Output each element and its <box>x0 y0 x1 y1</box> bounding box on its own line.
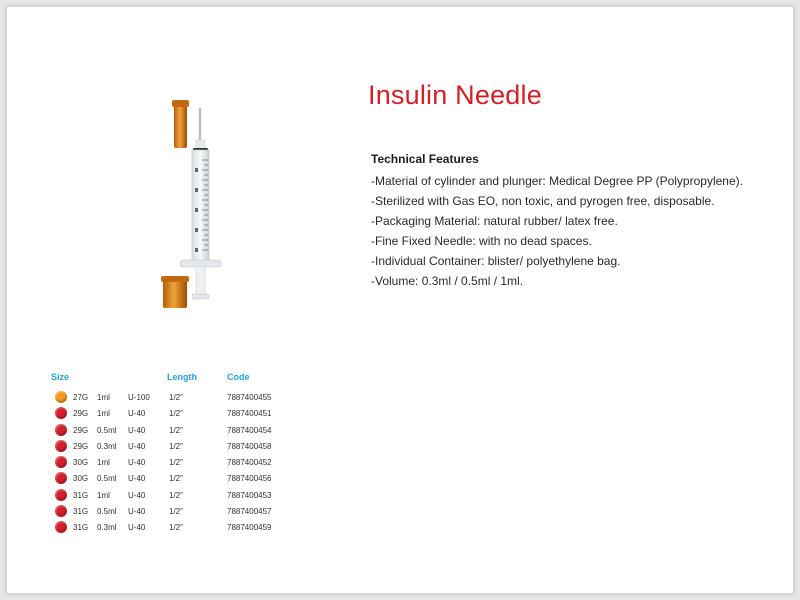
unit-cell: U-100 <box>128 393 150 402</box>
unit-cell: U-40 <box>128 425 146 435</box>
needle-cap-shape <box>174 104 187 148</box>
volume-cell: 1ml <box>97 393 110 402</box>
color-dot-icon <box>55 521 67 533</box>
length-cell: 1/2" <box>169 458 183 468</box>
code-cell: 7887400452 <box>227 458 272 468</box>
spec-table-body <box>0 389 800 536</box>
features-heading: Technical Features <box>371 152 479 166</box>
header-code: Code <box>227 372 250 382</box>
unit-cell: U-40 <box>128 441 146 451</box>
length-cell: 1/2" <box>169 507 183 517</box>
gauge-cell: 31G <box>73 490 89 500</box>
volume-cell: 0.5ml <box>97 474 117 484</box>
feature-item: -Material of cylinder and plunger: Medical Degree PP (Polypropylene). <box>371 174 743 188</box>
color-dot-icon <box>55 440 67 452</box>
unit-cell: U-40 <box>128 474 146 484</box>
table-row <box>0 405 800 421</box>
gauge-cell: 29G <box>73 425 89 435</box>
plunger-cap-shape <box>163 280 187 308</box>
code-cell: 7887400457 <box>227 507 272 517</box>
feature-item: -Volume: 0.3ml / 0.5ml / 1ml. <box>371 274 524 288</box>
unit-cell: U-40 <box>128 458 146 468</box>
table-row <box>0 487 800 503</box>
code-cell: 7887400451 <box>227 409 272 419</box>
syringe-image <box>150 94 240 314</box>
volume-cell: 0.3ml <box>97 441 117 451</box>
volume-cell: 1ml <box>97 409 110 419</box>
gauge-cell: 31G <box>73 523 89 533</box>
table-row <box>0 422 800 438</box>
length-cell: 1/2" <box>169 425 183 435</box>
features-list <box>371 171 791 291</box>
spec-table-header <box>0 372 800 386</box>
code-cell: 7887400459 <box>227 523 272 533</box>
length-cell: 1/2" <box>169 490 183 500</box>
needle-cap-rim <box>172 100 189 107</box>
color-dot-icon <box>55 489 67 501</box>
volume-cell: 0.5ml <box>97 507 117 517</box>
gauge-cell: 29G <box>73 441 89 451</box>
code-cell: 7887400455 <box>227 393 272 402</box>
color-dot-icon <box>55 505 67 517</box>
header-length: Length <box>167 372 197 382</box>
gauge-cell: 27G <box>73 393 89 402</box>
table-row <box>0 389 800 405</box>
length-cell: 1/2" <box>169 393 183 402</box>
table-row <box>0 454 800 470</box>
table-row <box>0 503 800 519</box>
length-cell: 1/2" <box>169 474 183 484</box>
color-dot-icon <box>55 456 67 468</box>
code-cell: 7887400453 <box>227 490 272 500</box>
volume-cell: 1ml <box>97 490 110 500</box>
code-cell: 7887400454 <box>227 425 272 435</box>
unit-cell: U-40 <box>128 409 146 419</box>
color-dot-icon <box>55 407 67 419</box>
gauge-cell: 30G <box>73 474 89 484</box>
gauge-cell: 30G <box>73 458 89 468</box>
color-dot-icon <box>55 391 67 403</box>
code-cell: 7887400456 <box>227 474 272 484</box>
color-dot-icon <box>55 424 67 436</box>
color-dot-icon <box>55 472 67 484</box>
length-cell: 1/2" <box>169 441 183 451</box>
unit-cell: U-40 <box>128 490 146 500</box>
length-cell: 1/2" <box>169 523 183 533</box>
gauge-cell: 31G <box>73 507 89 517</box>
technical-features <box>371 152 791 291</box>
feature-item: -Fine Fixed Needle: with no dead spaces. <box>371 234 592 248</box>
table-row <box>0 519 800 535</box>
feature-item: -Packaging Material: natural rubber/ latex free. <box>371 214 618 228</box>
header-size: Size <box>51 372 70 382</box>
volume-cell: 0.5ml <box>97 425 117 435</box>
gauge-cell: 29G <box>73 409 89 419</box>
feature-item: -Sterilized with Gas EO, non toxic, and pyrogen free, disposable. <box>371 194 715 208</box>
table-row <box>0 438 800 454</box>
volume-cell: 0.3ml <box>97 523 117 533</box>
table-row <box>0 470 800 486</box>
length-cell: 1/2" <box>169 409 183 419</box>
page-title: Insulin Needle <box>368 80 542 110</box>
volume-cell: 1ml <box>97 458 110 468</box>
code-cell: 7887400458 <box>227 441 272 451</box>
unit-cell: U-40 <box>128 507 146 517</box>
unit-cell: U-40 <box>128 523 146 533</box>
feature-item: -Individual Container: blister/ polyethylene bag. <box>371 254 621 268</box>
